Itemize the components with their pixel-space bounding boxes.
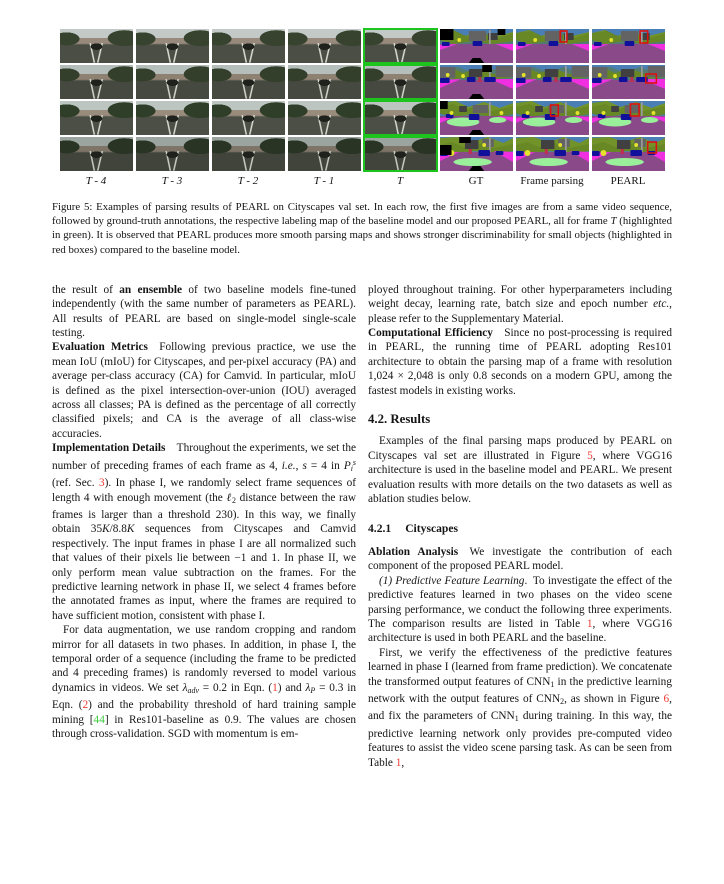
pearl-parsing-thumbnail	[592, 101, 665, 135]
video-frame-thumbnail	[288, 101, 361, 135]
video-frame-thumbnail	[60, 101, 133, 135]
video-frame-thumbnail	[288, 29, 361, 63]
body-columns	[52, 283, 672, 770]
segmentation-graphic	[516, 29, 589, 63]
figure-column-labels	[60, 175, 665, 188]
subsection-heading-cityscapes	[368, 522, 672, 536]
baseline-parsing-thumbnail	[516, 29, 589, 63]
highlighted-frame-T	[364, 101, 437, 135]
video-frame-thumbnail	[212, 101, 285, 135]
paragraph-ablation-analysis: Ablation Analysis We investigate the contribution of each component of the proposed PEARL model.	[368, 545, 672, 573]
video-frame-thumbnail	[136, 29, 209, 63]
baseline-parsing-thumbnail	[516, 137, 589, 171]
segmentation-graphic	[592, 137, 665, 171]
video-frame-thumbnail	[212, 29, 285, 63]
column-label: T - 4	[85, 175, 107, 187]
highlighted-frame-T	[364, 137, 437, 171]
segmentation-graphic	[440, 137, 513, 171]
segmentation-graphic	[516, 137, 589, 171]
segmentation-graphic	[440, 101, 513, 135]
subsection-number: 4.2.1	[368, 521, 392, 535]
highlighted-frame-T	[364, 29, 437, 63]
section-heading-results: 4.2. Results	[368, 412, 431, 427]
figure-grid	[60, 29, 665, 171]
video-frame-thumbnail	[136, 137, 209, 171]
paragraph-implementation-details: Implementation Details Throughout the experiments, we set the number of preceding frames of each frame as 4, i.e., s = 4 in Pi$^s$ (ref. Sec. 3). In phase I, we randomly select frame sequences of length 4 with enough movement (the ℓ$_2$ distance between the raw frames is larger than a threshold 230). In this way, we finally obtain 35K/8.8K sequences from Cityscapes and Camvid respectively. The input frames in phase I are all normalized such that values of their pixels lie between −1 and 1. In phase II, we only perform mean value subtraction on the frames. For the predictive learning network in phase II, we select 4 frames before the annotated frames as input, where the frames are required to have sufficient motion, consistent with phase I.	[52, 442, 357, 622]
segmentation-graphic	[592, 101, 665, 135]
ref-link[interactable]: 1	[586, 617, 593, 630]
gt-segmentation-thumbnail	[440, 65, 513, 99]
ref-link[interactable]: 1	[395, 756, 402, 769]
figure-caption: Figure 5: Examples of parsing results of PEARL on Cityscapes val set. In each row, the first five images are from a same video sequence, followed by ground-truth annotations, the respective labeling map of the baseline model and our proposed PEARL, all for frame T (highlighted in green). It is observed that PEARL produces more smooth parsing maps and shows stronger discriminability for small objects (highlighted in red boxes) compared to the baseline model.	[52, 201, 673, 256]
ref-link[interactable]: 2	[82, 699, 89, 712]
video-frame-thumbnail	[136, 101, 209, 135]
column-label: T - 1	[313, 175, 335, 187]
gt-segmentation-thumbnail	[440, 101, 513, 135]
figure-5	[0, 29, 724, 257]
segmentation-graphic	[440, 65, 513, 99]
pearl-parsing-thumbnail	[592, 137, 665, 171]
paragraph-training-continuation: ployed throughout training. For other hyperparameters including weight decay, learning rate, batch size and epoch number etc., please refer to the Supplementary Material.	[368, 283, 672, 325]
column-label: GT	[468, 175, 484, 187]
paragraph-phase1-verification: First, we verify the effectiveness of the predictive features learned in phase I (learned from frame prediction). We concatenate the transformed output features of $CNN_1$ in the predictive learning network with the output features of $CNN_2$, as shown in Figure 6, and fix the parameters of $CNN_1$ during training. In this way, the predictive learning network only provides pre-computed video features to assist the video scene parsing task. As can be seen from Table 1,	[368, 646, 672, 769]
column-label: T	[396, 175, 404, 187]
video-frame-thumbnail	[212, 137, 285, 171]
video-frame-thumbnail	[136, 65, 209, 99]
column-label: PEARL	[610, 175, 646, 187]
pearl-parsing-thumbnail	[592, 65, 665, 99]
paragraph-predictive-feature-learning: (1) Predictive Feature Learning. To investigate the effect of the predictive features learned in two phases on the video scene parsing performance, we conduct the following three experiments. The comparison results are listed in Table 1, where VGG16 architecture is used in both PEARL and the baseline.	[368, 574, 673, 645]
left-column	[52, 283, 356, 770]
ref-link[interactable]: 3	[99, 477, 105, 490]
segmentation-graphic	[440, 29, 513, 63]
paragraph-data-augmentation: For data augmentation, we use random cropping and random mirror for all datasets in two phases. In addition, in phase I, the temporal order of a sequence (including the frame to be predicted and 4 preceding frames) is randomly reversed to model various dynamics in videos. We set λadv = 0.2 in Eqn. (1) and λP = 0.3 in Eqn. (2) and the probability threshold of hard training sample mining [44] in Res101-baseline as 0.9. The values are chosen through cross-validation. SGD with momentum is em-	[52, 624, 356, 740]
ref-link[interactable]: 1	[272, 681, 278, 694]
paragraph-results-overview: Examples of the final parsing maps produced by PEARL on Cityscapes val set are illustrated in Figure 5, where VGG16 architecture is used in the baseline model and PEARL. We present evaluation results with more details on the two datasets as well as ablation studies below.	[368, 435, 672, 506]
segmentation-graphic	[592, 29, 665, 63]
column-label: Frame parsing	[520, 175, 584, 187]
video-frame-thumbnail	[288, 137, 361, 171]
baseline-parsing-thumbnail	[516, 101, 589, 135]
video-frame-thumbnail	[60, 137, 133, 171]
ref-link[interactable]: 5	[587, 449, 593, 462]
paragraph-evaluation-metrics: Evaluation Metrics Following previous practice, we use the mean IoU (mIoU) for Cityscapes, and per-pixel accuracy (PA) and average per-class accuracy (CA) for Camvid. In particular, mIoU is defined as the pixel intersection-over-union (IOU) averaged across all classes; PA is defined as the percentage of all correctly classified pixels; and CA is the average of all class-wise accuracies.	[52, 341, 356, 440]
column-label: T - 3	[161, 175, 183, 187]
segmentation-graphic	[592, 65, 665, 99]
baseline-parsing-thumbnail	[516, 65, 589, 99]
segmentation-graphic	[516, 101, 589, 135]
subsection-title: Cityscapes	[405, 521, 458, 535]
pearl-parsing-thumbnail	[592, 29, 665, 63]
highlighted-frame-T	[364, 65, 437, 99]
ref-link[interactable]: 6	[663, 692, 670, 705]
video-frame-thumbnail	[60, 65, 133, 99]
paragraph-computational-efficiency: Computational Efficiency Since no post-processing is required in PEARL, the running time of PEARL adopting Res101 architecture to obtain the parsing map of a frame with resolution 1,024 × 2,048 is only 0.8 seconds on a modern GPU, among the fastest models in existing works.	[368, 327, 672, 397]
video-frame-thumbnail	[60, 29, 133, 63]
paragraph-ensemble: the result of an ensemble of two baseline models fine-tuned independently (with the same number of parameters as PEARL). All results of PEARL are based on single-model single-scale testing.	[52, 283, 356, 340]
gt-segmentation-thumbnail	[440, 137, 513, 171]
right-column	[368, 283, 672, 770]
citation-link[interactable]: 44	[93, 713, 105, 726]
column-label: T - 2	[237, 175, 259, 187]
video-frame-thumbnail	[288, 65, 361, 99]
segmentation-graphic	[516, 65, 589, 99]
video-frame-thumbnail	[212, 65, 285, 99]
gt-segmentation-thumbnail	[440, 29, 513, 63]
